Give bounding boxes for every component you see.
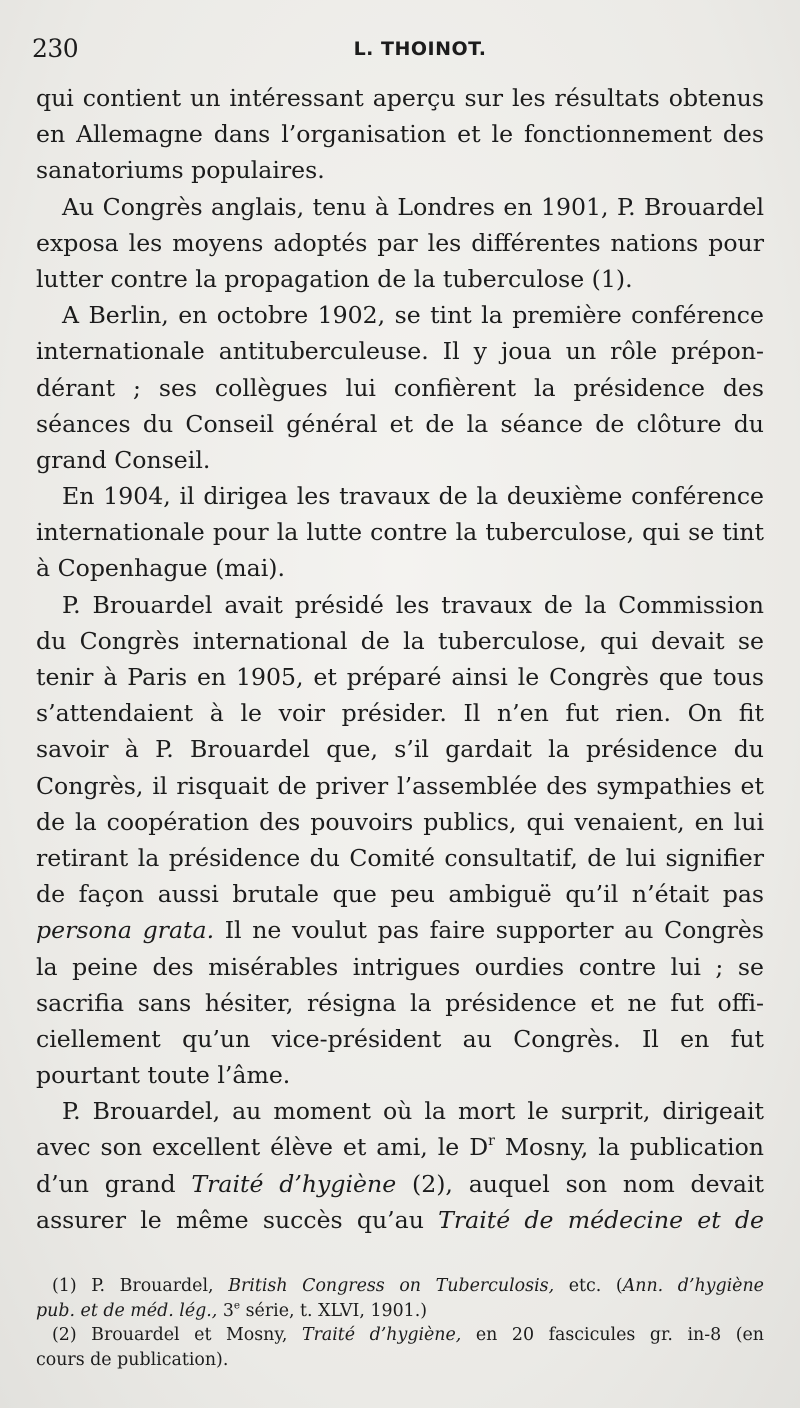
- text-span: série, t. XLVI, 1901.): [240, 1300, 428, 1321]
- text-line: la peine des misérables intrigues ourdies contre lui ; se: [36, 952, 764, 981]
- text-line: de façon aussi brutale que peu ambiguë qu’il n’était pas: [36, 880, 764, 909]
- text-line: qui contient un intéressant aperçu sur les résultats obtenus: [36, 84, 764, 112]
- text-span: en 20 fascicules gr. in-8 (en: [461, 1325, 764, 1346]
- text-line: internationale pour la lutte contre la tuberculose, qui se tint: [36, 518, 764, 547]
- italic-phrase: pub. et de méd. lég.,: [36, 1300, 218, 1321]
- page-header: [30, 34, 770, 68]
- text-line: retirant la présidence du Comité consultatif, de lui signifier: [36, 843, 764, 872]
- text-line: Au Congrès anglais, tenu à Londres en 1901, P. Brouardel: [62, 192, 764, 221]
- text-line: en Allemagne dans l’organisation et le fonctionnement des: [36, 120, 764, 149]
- text-span: Il ne voulut pas faire supporter au Congrès: [214, 916, 764, 945]
- text-line: pourtant toute l’âme.: [36, 1061, 291, 1090]
- text-line: [36, 1129, 764, 1165]
- footnote-2-line: [36, 1323, 764, 1348]
- footnotes: [36, 1274, 764, 1372]
- footnote-2-line: cours de publication).: [36, 1349, 229, 1370]
- italic-phrase: Traité d’hygiène,: [301, 1325, 462, 1346]
- text-line: à Copenhague (mai).: [36, 554, 286, 583]
- text-line: [36, 912, 764, 948]
- text-span: avec son excellent élève et ami, le D: [36, 1133, 489, 1162]
- running-head: L. THOINOT.: [353, 38, 487, 60]
- text-line: exposa les moyens adoptés par les différentes nations pour: [36, 228, 764, 257]
- text-line: P. Brouardel, au moment où la mort le surprit, dirigeait: [62, 1097, 764, 1126]
- text-line: En 1904, il dirigea les travaux de la deuxième conférence: [62, 482, 764, 511]
- text-span: assurer le même succès qu’au: [36, 1205, 439, 1234]
- text-span: Mosny, la publication: [494, 1133, 764, 1162]
- text-line: dérant ; ses collègues lui confièrent la présidence des: [36, 373, 764, 402]
- superscript: e: [233, 1299, 241, 1312]
- text-span: 3: [217, 1300, 234, 1321]
- text-span: d’un grand: [36, 1169, 192, 1198]
- text-line: Congrès, il risquait de priver l’assemblée des sympathies et: [36, 771, 764, 800]
- text-line: grand Conseil.: [36, 445, 211, 474]
- italic-phrase: Traité d’hygiène: [191, 1169, 397, 1198]
- footnote-1-line: [36, 1299, 764, 1324]
- text-line: [36, 1166, 764, 1202]
- italic-phrase: Traité de médecine et de: [438, 1205, 764, 1234]
- text-line: séances du Conseil général et de la séance de clôture du: [36, 409, 764, 438]
- page-number: 230: [32, 34, 79, 63]
- text-line: A Berlin, en octobre 1902, se tint la première conférence: [62, 301, 764, 330]
- text-line: tenir à Paris en 1905, et préparé ainsi le Congrès que tous: [36, 663, 764, 691]
- text-span: etc. (: [554, 1276, 623, 1296]
- main-text: [36, 80, 764, 1238]
- italic-phrase: persona grata.: [36, 916, 215, 945]
- italic-phrase: Ann. d’hygiène: [622, 1276, 764, 1296]
- text-line: [36, 1202, 764, 1238]
- text-line: internationale antituberculeuse. Il y joua un rôle prépon-: [36, 337, 764, 366]
- text-span: (2), auquel son nom devait: [396, 1169, 765, 1198]
- text-line: du Congrès international de la tuberculose, qui devait se: [36, 626, 764, 655]
- text-line: s’attendaient à le voir présider. Il n’en fut rien. On fit: [36, 699, 764, 728]
- text-line: savoir à P. Brouardel que, s’il gardait la présidence du: [36, 735, 764, 764]
- superscript: r: [488, 1133, 495, 1150]
- italic-phrase: British Congress on Tuberculosis,: [228, 1276, 555, 1296]
- text-line: sanatoriums populaires.: [36, 156, 325, 185]
- footnote-1-line: [36, 1274, 764, 1299]
- text-span: (1) P. Brouardel,: [52, 1276, 229, 1296]
- text-line: lutter contre la propagation de la tuberculose (1).: [36, 264, 633, 293]
- text-line: P. Brouardel avait présidé les travaux de la Commission: [62, 590, 764, 619]
- text-line: de la coopération des pouvoirs publics, qui venaient, en lui: [36, 807, 764, 836]
- text-line: sacrifia sans hésiter, résigna la présidence et ne fut offi-: [36, 988, 764, 1017]
- text-span: (2) Brouardel et Mosny,: [52, 1325, 302, 1346]
- text-line: ciellement qu’un vice-président au Congrès. Il en fut: [36, 1024, 764, 1053]
